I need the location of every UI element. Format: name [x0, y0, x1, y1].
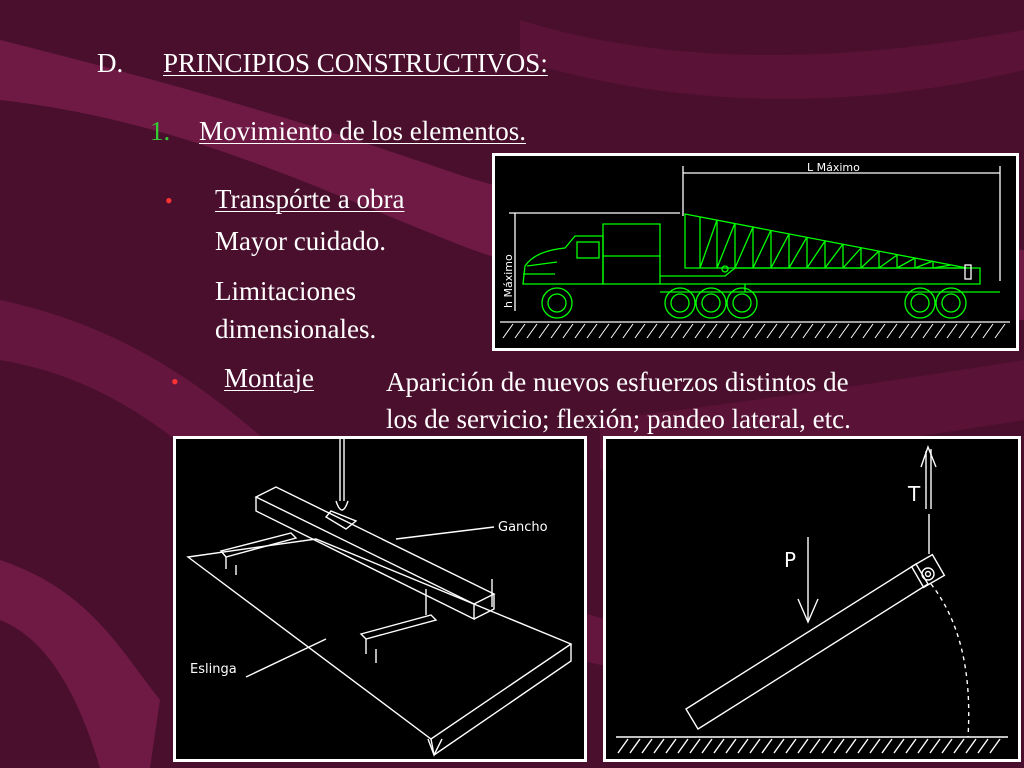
heading-letter: D.: [97, 48, 124, 78]
bullet-line: Aparición de nuevos esfuerzos distintos de: [386, 367, 849, 397]
subheading-number: 1.: [150, 116, 171, 146]
bullet-symbol: •: [165, 188, 173, 213]
load-label: P: [784, 548, 797, 572]
bullet-title-montaje: Montaje: [224, 363, 314, 393]
height-dimension-label: h Máximo: [502, 254, 515, 308]
hook-label: Gancho: [498, 520, 548, 535]
tension-label: T: [908, 482, 921, 506]
truck-drawing: [495, 156, 1016, 348]
bullet-title-transport: Transpórte a obra: [215, 184, 405, 214]
sling-label: Eslinga: [190, 662, 237, 677]
bullet-line: los de servicio; flexión; pandeo lateral, etc.: [386, 404, 851, 434]
background-wave: [0, 560, 160, 768]
lifting-drawing: [176, 439, 584, 759]
heading-title: PRINCIPIOS CONSTRUCTIVOS:: [163, 48, 548, 78]
bullet-symbol: •: [171, 369, 179, 394]
bullet-line: Limitaciones: [215, 276, 356, 306]
lifting-figure: [173, 436, 587, 762]
truck-figure: [492, 153, 1019, 351]
force-figure: [603, 436, 1021, 762]
background-wave: [520, 20, 1024, 99]
force-drawing: [606, 439, 1018, 759]
length-dimension-label: L Máximo: [807, 161, 860, 174]
subheading-title: Movimiento de los elementos.: [199, 116, 526, 146]
bullet-line: dimensionales.: [215, 314, 377, 344]
bullet-line: Mayor cuidado.: [215, 226, 386, 256]
